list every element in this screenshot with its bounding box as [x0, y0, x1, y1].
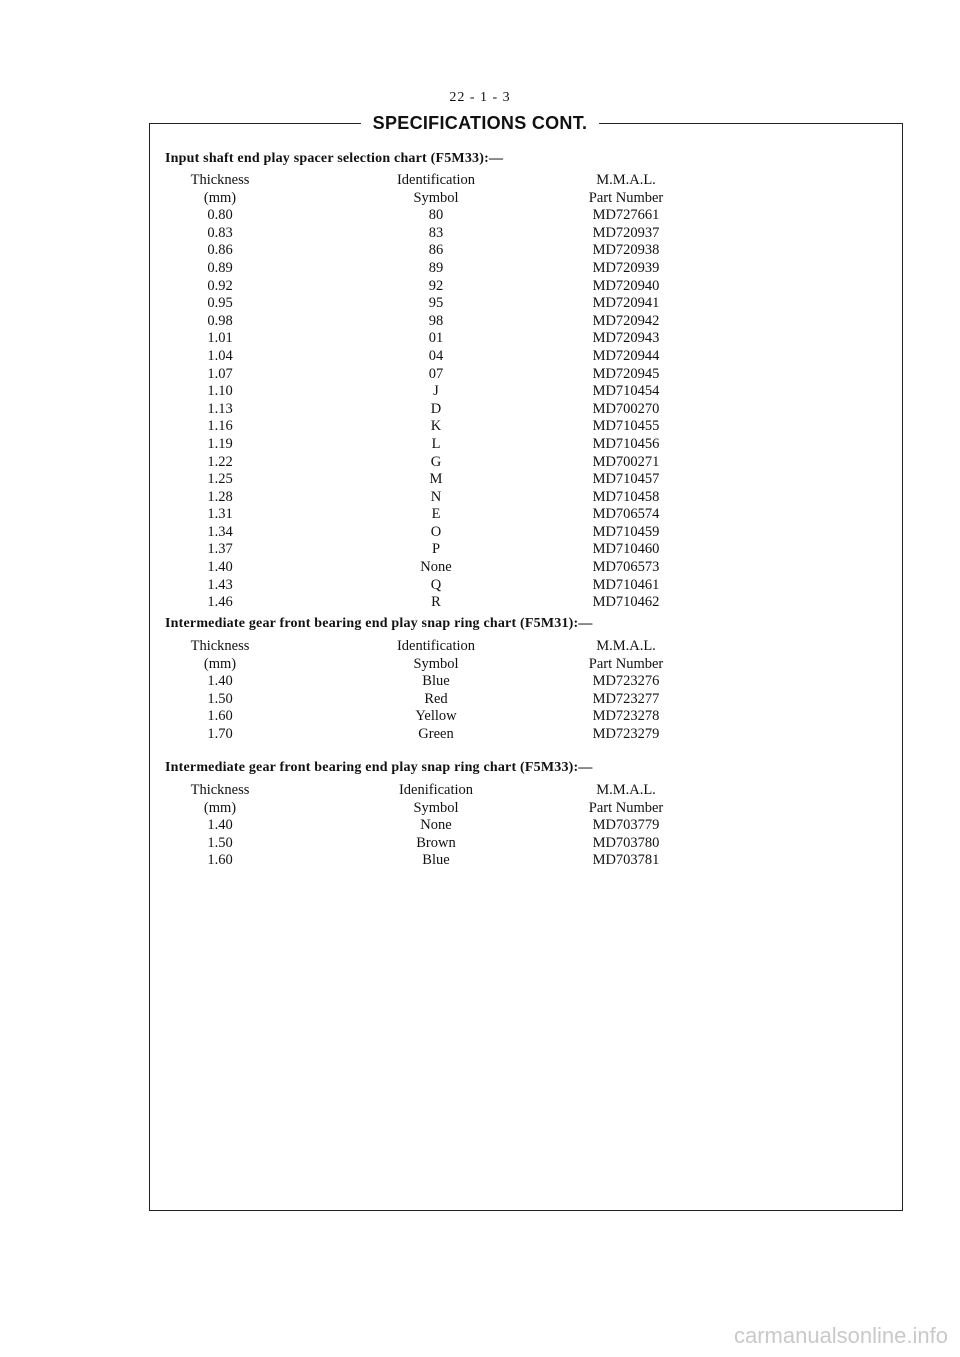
symbol-cell: R: [431, 594, 441, 611]
table-header-row: [165, 190, 885, 208]
watermark: carmanualsonline.info: [733, 1323, 948, 1348]
part-number-cell: MD710459: [592, 523, 660, 540]
table-row: [165, 295, 885, 313]
part-number-cell: MD720942: [592, 312, 660, 329]
table-row: [165, 852, 885, 870]
symbol-cell: Blue: [422, 673, 450, 690]
symbol-cell: Yellow: [415, 708, 457, 725]
thickness-cell: 0.86: [207, 242, 233, 259]
thickness-cell: 1.50: [207, 834, 233, 851]
table-row: [165, 577, 885, 595]
table-row: [165, 454, 885, 472]
table-row: [165, 260, 885, 278]
thickness-cell: 1.28: [207, 488, 233, 505]
thickness-cell: (mm): [203, 655, 237, 672]
part-number-cell: M.M.A.L.: [596, 172, 656, 188]
table-row: [165, 489, 885, 507]
thickness-cell: 0.95: [207, 295, 233, 312]
symbol-cell: K: [430, 418, 442, 435]
thickness-cell: 1.22: [207, 453, 233, 470]
thickness-cell: 1.40: [207, 559, 233, 576]
thickness-cell: 1.37: [207, 541, 233, 558]
part-number-cell: MD710455: [592, 418, 660, 435]
thickness-cell: Thickness: [190, 782, 250, 798]
part-number-cell: MD720937: [592, 224, 660, 241]
thickness-cell: 0.89: [207, 259, 233, 276]
thickness-cell: 1.43: [207, 576, 233, 593]
thickness-cell: Thickness: [190, 638, 250, 654]
snap-ring-table: [165, 782, 885, 870]
thickness-cell: 1.13: [207, 400, 233, 417]
table-header-row: [165, 172, 885, 190]
part-number-cell: MD723278: [592, 708, 660, 725]
thickness-cell: 1.10: [207, 383, 233, 400]
part-number-cell: MD723277: [592, 690, 660, 707]
part-number-cell: MD720941: [592, 295, 660, 312]
table-row: [165, 506, 885, 524]
table-row: [165, 207, 885, 225]
part-number-cell: MD703780: [592, 834, 660, 851]
part-number-cell: Part Number: [588, 655, 664, 672]
chart-heading: Intermediate gear front bearing end play snap ring chart (F5M33):—: [165, 760, 593, 775]
part-number-cell: MD710458: [592, 488, 660, 505]
part-number-cell: MD720940: [592, 277, 660, 294]
part-number-cell: MD710454: [592, 383, 660, 400]
symbol-cell: 98: [428, 312, 444, 329]
thickness-cell: 1.40: [207, 817, 233, 834]
symbol-cell: D: [430, 400, 442, 417]
thickness-cell: 1.60: [207, 852, 233, 869]
thickness-cell: 1.07: [207, 365, 233, 382]
thickness-cell: (mm): [203, 799, 237, 816]
symbol-cell: Identification: [396, 172, 476, 188]
table-row: [165, 418, 885, 436]
symbol-cell: 95: [428, 295, 444, 312]
table-row: [165, 436, 885, 454]
table-header-row: [165, 800, 885, 818]
thickness-cell: 1.40: [207, 673, 233, 690]
thickness-cell: 1.31: [207, 506, 233, 523]
symbol-cell: 92: [428, 277, 444, 294]
symbol-cell: Identification: [396, 638, 476, 654]
part-number-cell: MD720945: [592, 365, 660, 382]
table-row: [165, 366, 885, 384]
symbol-cell: J: [433, 383, 439, 400]
symbol-cell: Blue: [422, 852, 450, 869]
thickness-cell: 0.80: [207, 207, 233, 224]
part-number-cell: MD703779: [592, 817, 660, 834]
section-title: [0, 113, 960, 134]
symbol-cell: N: [430, 488, 442, 505]
table-header-row: [165, 782, 885, 800]
table-row: [165, 278, 885, 296]
symbol-cell: 83: [428, 224, 444, 241]
table-row: [165, 559, 885, 577]
snap-ring-table: [165, 638, 885, 744]
thickness-cell: 1.19: [207, 435, 233, 452]
thickness-cell: 1.01: [207, 330, 233, 347]
table-row: [165, 383, 885, 401]
thickness-cell: 0.92: [207, 277, 233, 294]
table-row: [165, 835, 885, 853]
chart-heading: Intermediate gear front bearing end play snap ring chart (F5M31):—: [165, 616, 593, 631]
table-row: [165, 348, 885, 366]
symbol-cell: 89: [428, 259, 444, 276]
part-number-cell: MD723276: [592, 673, 660, 690]
table-row: [165, 708, 885, 726]
thickness-cell: 1.25: [207, 471, 233, 488]
part-number-cell: MD710456: [592, 435, 660, 452]
table-row: [165, 225, 885, 243]
thickness-cell: 1.50: [207, 690, 233, 707]
symbol-cell: Brown: [416, 834, 456, 851]
thickness-cell: 1.60: [207, 708, 233, 725]
part-number-cell: MD710460: [592, 541, 660, 558]
f5m33-snap-ring-chart: [165, 758, 885, 870]
part-number-cell: MD710457: [592, 471, 660, 488]
part-number-cell: Part Number: [588, 799, 664, 816]
part-number-cell: MD723279: [592, 725, 660, 742]
part-number-cell: MD700271: [592, 453, 660, 470]
part-number-cell: MD710461: [592, 576, 660, 593]
part-number-cell: MD720938: [592, 242, 660, 259]
symbol-cell: 86: [428, 242, 444, 259]
part-number-cell: MD700270: [592, 400, 660, 417]
symbol-cell: O: [430, 523, 442, 540]
table-row: [165, 330, 885, 348]
symbol-cell: Red: [424, 690, 448, 707]
spacer-table: [165, 172, 885, 612]
thickness-cell: 0.83: [207, 224, 233, 241]
symbol-cell: Q: [430, 576, 442, 593]
symbol-cell: G: [430, 453, 442, 470]
thickness-cell: 1.16: [207, 418, 233, 435]
thickness-cell: (mm): [203, 189, 237, 206]
part-number-cell: MD720943: [592, 330, 660, 347]
input-shaft-spacer-chart: [165, 149, 885, 612]
symbol-cell: Idenification: [398, 782, 474, 798]
part-number-cell: MD720944: [592, 347, 660, 364]
part-number-cell: MD727661: [592, 207, 660, 224]
f5m31-snap-ring-chart: [165, 614, 885, 744]
symbol-cell: 80: [428, 207, 444, 224]
symbol-cell: Symbol: [413, 655, 459, 672]
section-title-text: SPECIFICATIONS CONT.: [361, 113, 600, 133]
table-row: [165, 242, 885, 260]
symbol-cell: 04: [428, 347, 444, 364]
symbol-cell: 07: [428, 365, 444, 382]
symbol-cell: E: [431, 506, 441, 523]
table-row: [165, 541, 885, 559]
part-number-cell: M.M.A.L.: [596, 782, 656, 798]
table-row: [165, 401, 885, 419]
symbol-cell: L: [431, 435, 441, 452]
table-header-row: [165, 656, 885, 674]
part-number-cell: M.M.A.L.: [596, 638, 656, 654]
symbol-cell: None: [420, 817, 452, 834]
thickness-cell: 1.04: [207, 347, 233, 364]
part-number-cell: MD706574: [592, 506, 660, 523]
table-row: [165, 524, 885, 542]
symbol-cell: P: [431, 541, 441, 558]
symbol-cell: Symbol: [413, 189, 459, 206]
part-number-cell: MD710462: [592, 594, 660, 611]
table-header-row: [165, 638, 885, 656]
thickness-cell: 1.46: [207, 594, 233, 611]
table-row: [165, 691, 885, 709]
thickness-cell: 0.98: [207, 312, 233, 329]
table-row: [165, 673, 885, 691]
symbol-cell: 01: [428, 330, 444, 347]
symbol-cell: None: [420, 559, 452, 576]
page-number: 22 - 1 - 3: [449, 90, 511, 105]
thickness-cell: 1.34: [207, 523, 233, 540]
part-number-cell: MD720939: [592, 259, 660, 276]
thickness-cell: 1.70: [207, 725, 233, 742]
table-row: [165, 817, 885, 835]
symbol-cell: Symbol: [413, 799, 459, 816]
table-row: [165, 594, 885, 612]
table-row: [165, 313, 885, 331]
part-number-cell: Part Number: [588, 189, 664, 206]
chart-heading: Input shaft end play spacer selection chart (F5M33):—: [165, 151, 504, 166]
table-row: [165, 471, 885, 489]
symbol-cell: Green: [418, 725, 454, 742]
table-row: [165, 726, 885, 744]
part-number-cell: MD703781: [592, 852, 660, 869]
part-number-cell: MD706573: [592, 559, 660, 576]
thickness-cell: Thickness: [190, 172, 250, 188]
symbol-cell: M: [429, 471, 443, 488]
